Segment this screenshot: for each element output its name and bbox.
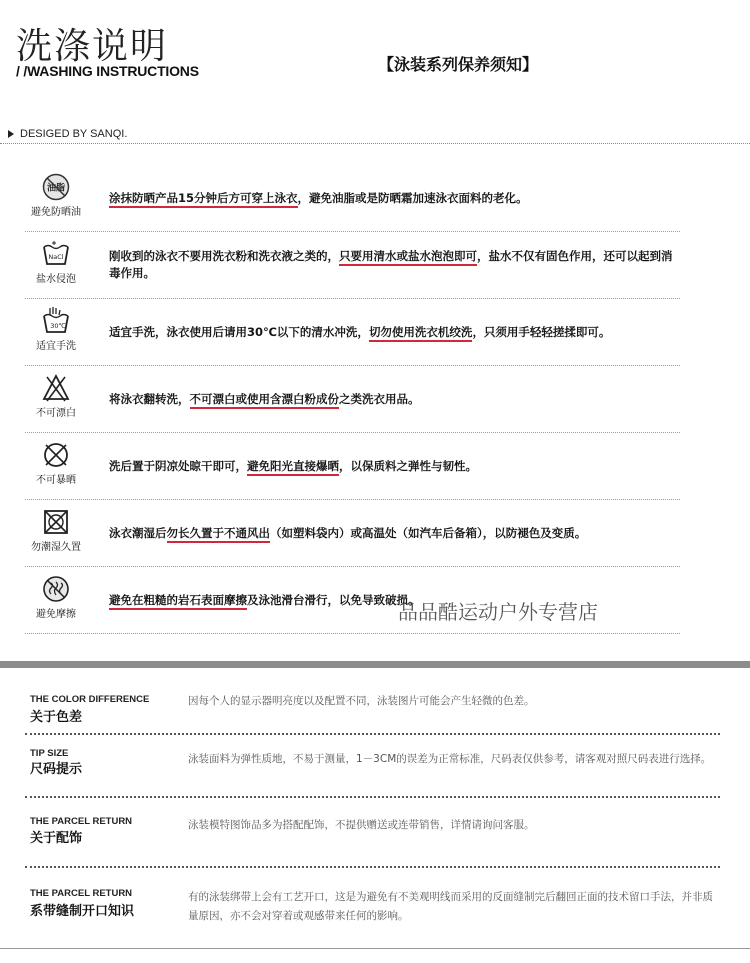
care-icon-block	[25, 240, 87, 285]
no-oil-icon	[42, 173, 70, 201]
page-header	[0, 0, 750, 95]
info-text: 因每个人的显示器明亮度以及配置不同，泳装图片可能会产生轻微的色差。	[188, 695, 535, 707]
section-divider-bar	[0, 661, 750, 668]
info-heading: 关于配饰	[30, 831, 83, 846]
care-icon-label: 盐水侵泡	[36, 274, 76, 285]
care-instructions-list	[25, 165, 680, 634]
care-item	[25, 165, 680, 232]
no-sun-dry-icon	[42, 441, 70, 469]
info-divider	[25, 866, 720, 868]
care-icon-text: 30℃	[50, 322, 66, 330]
care-text-segment: 及泳池滑台滑行，以免导致破损。	[247, 592, 420, 607]
info-section-accessories	[30, 816, 720, 856]
page-subtitle: 【泳装系列保养须知】	[378, 55, 539, 74]
info-divider	[25, 733, 720, 735]
care-text-highlight: 不可漂白或使用含漂白粉成份	[190, 392, 340, 409]
page-title-english: / /WASHING INSTRUCTIONS	[16, 63, 199, 79]
care-text-segment: （如塑料袋内）或高温处（如汽车后备箱），以防褪色及变质。	[270, 525, 587, 540]
info-text: 有的泳装绑带上会有工艺开口，这是为避免有不美观明线而采用的反面缝制完后翻回正面的技术留口手法，并非质量原因，亦不会对穿着或观感带来任何的影响。	[188, 891, 713, 922]
info-heading: 关于色差	[30, 710, 83, 725]
care-text-highlight: 勿长久置于不通风出	[167, 526, 271, 543]
no-abrasion-icon	[42, 575, 70, 603]
care-text-highlight: 切勿使用洗衣机绞洗	[369, 325, 473, 342]
care-text-segment: 将泳衣翻转洗，	[109, 391, 190, 406]
care-icon-text: NaCl	[48, 253, 64, 261]
care-icon-block	[25, 575, 87, 620]
care-icon-block	[25, 508, 87, 553]
care-text-segment: 适宜手洗，泳衣使用后请用30℃以下的清水冲洗，	[109, 324, 369, 339]
care-item	[25, 433, 680, 500]
care-text-segment: 刚收到的泳衣不要用洗衣粉和洗衣液之类的，	[109, 249, 339, 263]
care-item	[25, 299, 680, 366]
info-heading-english: THE PARCEL RETURN	[30, 816, 133, 827]
care-icon-block	[25, 374, 87, 419]
info-section-tie-opening	[30, 888, 720, 934]
info-divider	[25, 796, 720, 798]
care-text-highlight: 只要用清水或盐水泡泡即可	[339, 249, 477, 266]
designer-credit	[8, 128, 127, 140]
triangle-bullet-icon	[8, 130, 14, 138]
care-text	[109, 433, 679, 499]
care-text-segment: ，以保质料之弹性与韧性。	[339, 458, 477, 473]
care-text-segment: 洗后置于阴凉处晾干即可，	[109, 458, 247, 473]
care-text-segment: 泳衣潮湿后	[109, 525, 167, 540]
care-icon-block	[25, 173, 87, 218]
care-icon-label: 不可暴晒	[36, 475, 76, 486]
care-text	[109, 500, 679, 566]
no-bleach-icon	[42, 374, 70, 402]
info-heading: 尺码提示	[30, 762, 83, 777]
care-icon-label: 适宜手洗	[36, 341, 76, 352]
care-icon-block	[25, 441, 87, 486]
care-icon-text: 油脂	[46, 183, 66, 194]
care-text	[109, 232, 679, 298]
care-text-segment: ，盐水不仅有固色作用，还可以起到消毒作用。	[109, 249, 673, 280]
care-text	[109, 366, 679, 432]
care-text	[109, 299, 679, 365]
info-heading: 系带缝制开口知识	[30, 904, 135, 919]
care-item	[25, 232, 680, 299]
care-text	[109, 165, 679, 231]
care-text-segment: ，避免油脂或是防晒霜加速泳衣面料的老化。	[297, 190, 528, 205]
page-bottom-rule	[0, 948, 750, 949]
page-title: 洗涤说明	[16, 26, 169, 67]
care-text-highlight: 避免阳光直接爆晒	[247, 459, 339, 476]
hand-wash-icon	[41, 307, 71, 335]
info-text: 泳装模特图饰品多为搭配配饰，不提供赠送或连带销售，详情请询问客服。	[188, 819, 535, 831]
store-watermark: 品品酷运动户外专营店	[398, 600, 598, 624]
care-icon-label: 避免防晒油	[31, 207, 81, 218]
care-text-highlight: 避免在粗糙的岩石表面摩擦	[109, 593, 247, 610]
no-damp-storage-icon	[42, 508, 70, 536]
care-text-segment: ，只须用手轻轻搓揉即可。	[472, 324, 611, 339]
care-icon-block	[25, 307, 87, 352]
info-heading-english: THE COLOR DIFFERENCE	[30, 694, 150, 705]
info-heading-english: TIP SIZE	[30, 748, 69, 759]
info-text: 泳装面料为弹性质地，不易于测量，1－3CM的误差为正常标准，尺码表仅供参考，请客观对照尺码表进行选择。	[188, 753, 712, 765]
care-item	[25, 500, 680, 567]
designer-credit-text: DESIGED BY SANQI.	[20, 128, 128, 140]
care-icon-label: 避免摩擦	[36, 609, 76, 620]
info-section-color-difference	[30, 692, 720, 732]
info-heading-english: THE PARCEL RETURN	[30, 888, 133, 899]
care-text-segment: 之类洗衣用品。	[339, 391, 420, 406]
care-icon-label: 不可漂白	[36, 408, 76, 419]
header-divider	[0, 143, 750, 144]
care-text-highlight: 涂抹防晒产品15分钟后方可穿上泳衣	[109, 191, 298, 208]
care-item	[25, 366, 680, 433]
saltwater-soak-icon	[41, 240, 71, 268]
care-icon-label: 勿潮湿久置	[31, 542, 81, 553]
info-section-tip-size	[30, 748, 720, 794]
